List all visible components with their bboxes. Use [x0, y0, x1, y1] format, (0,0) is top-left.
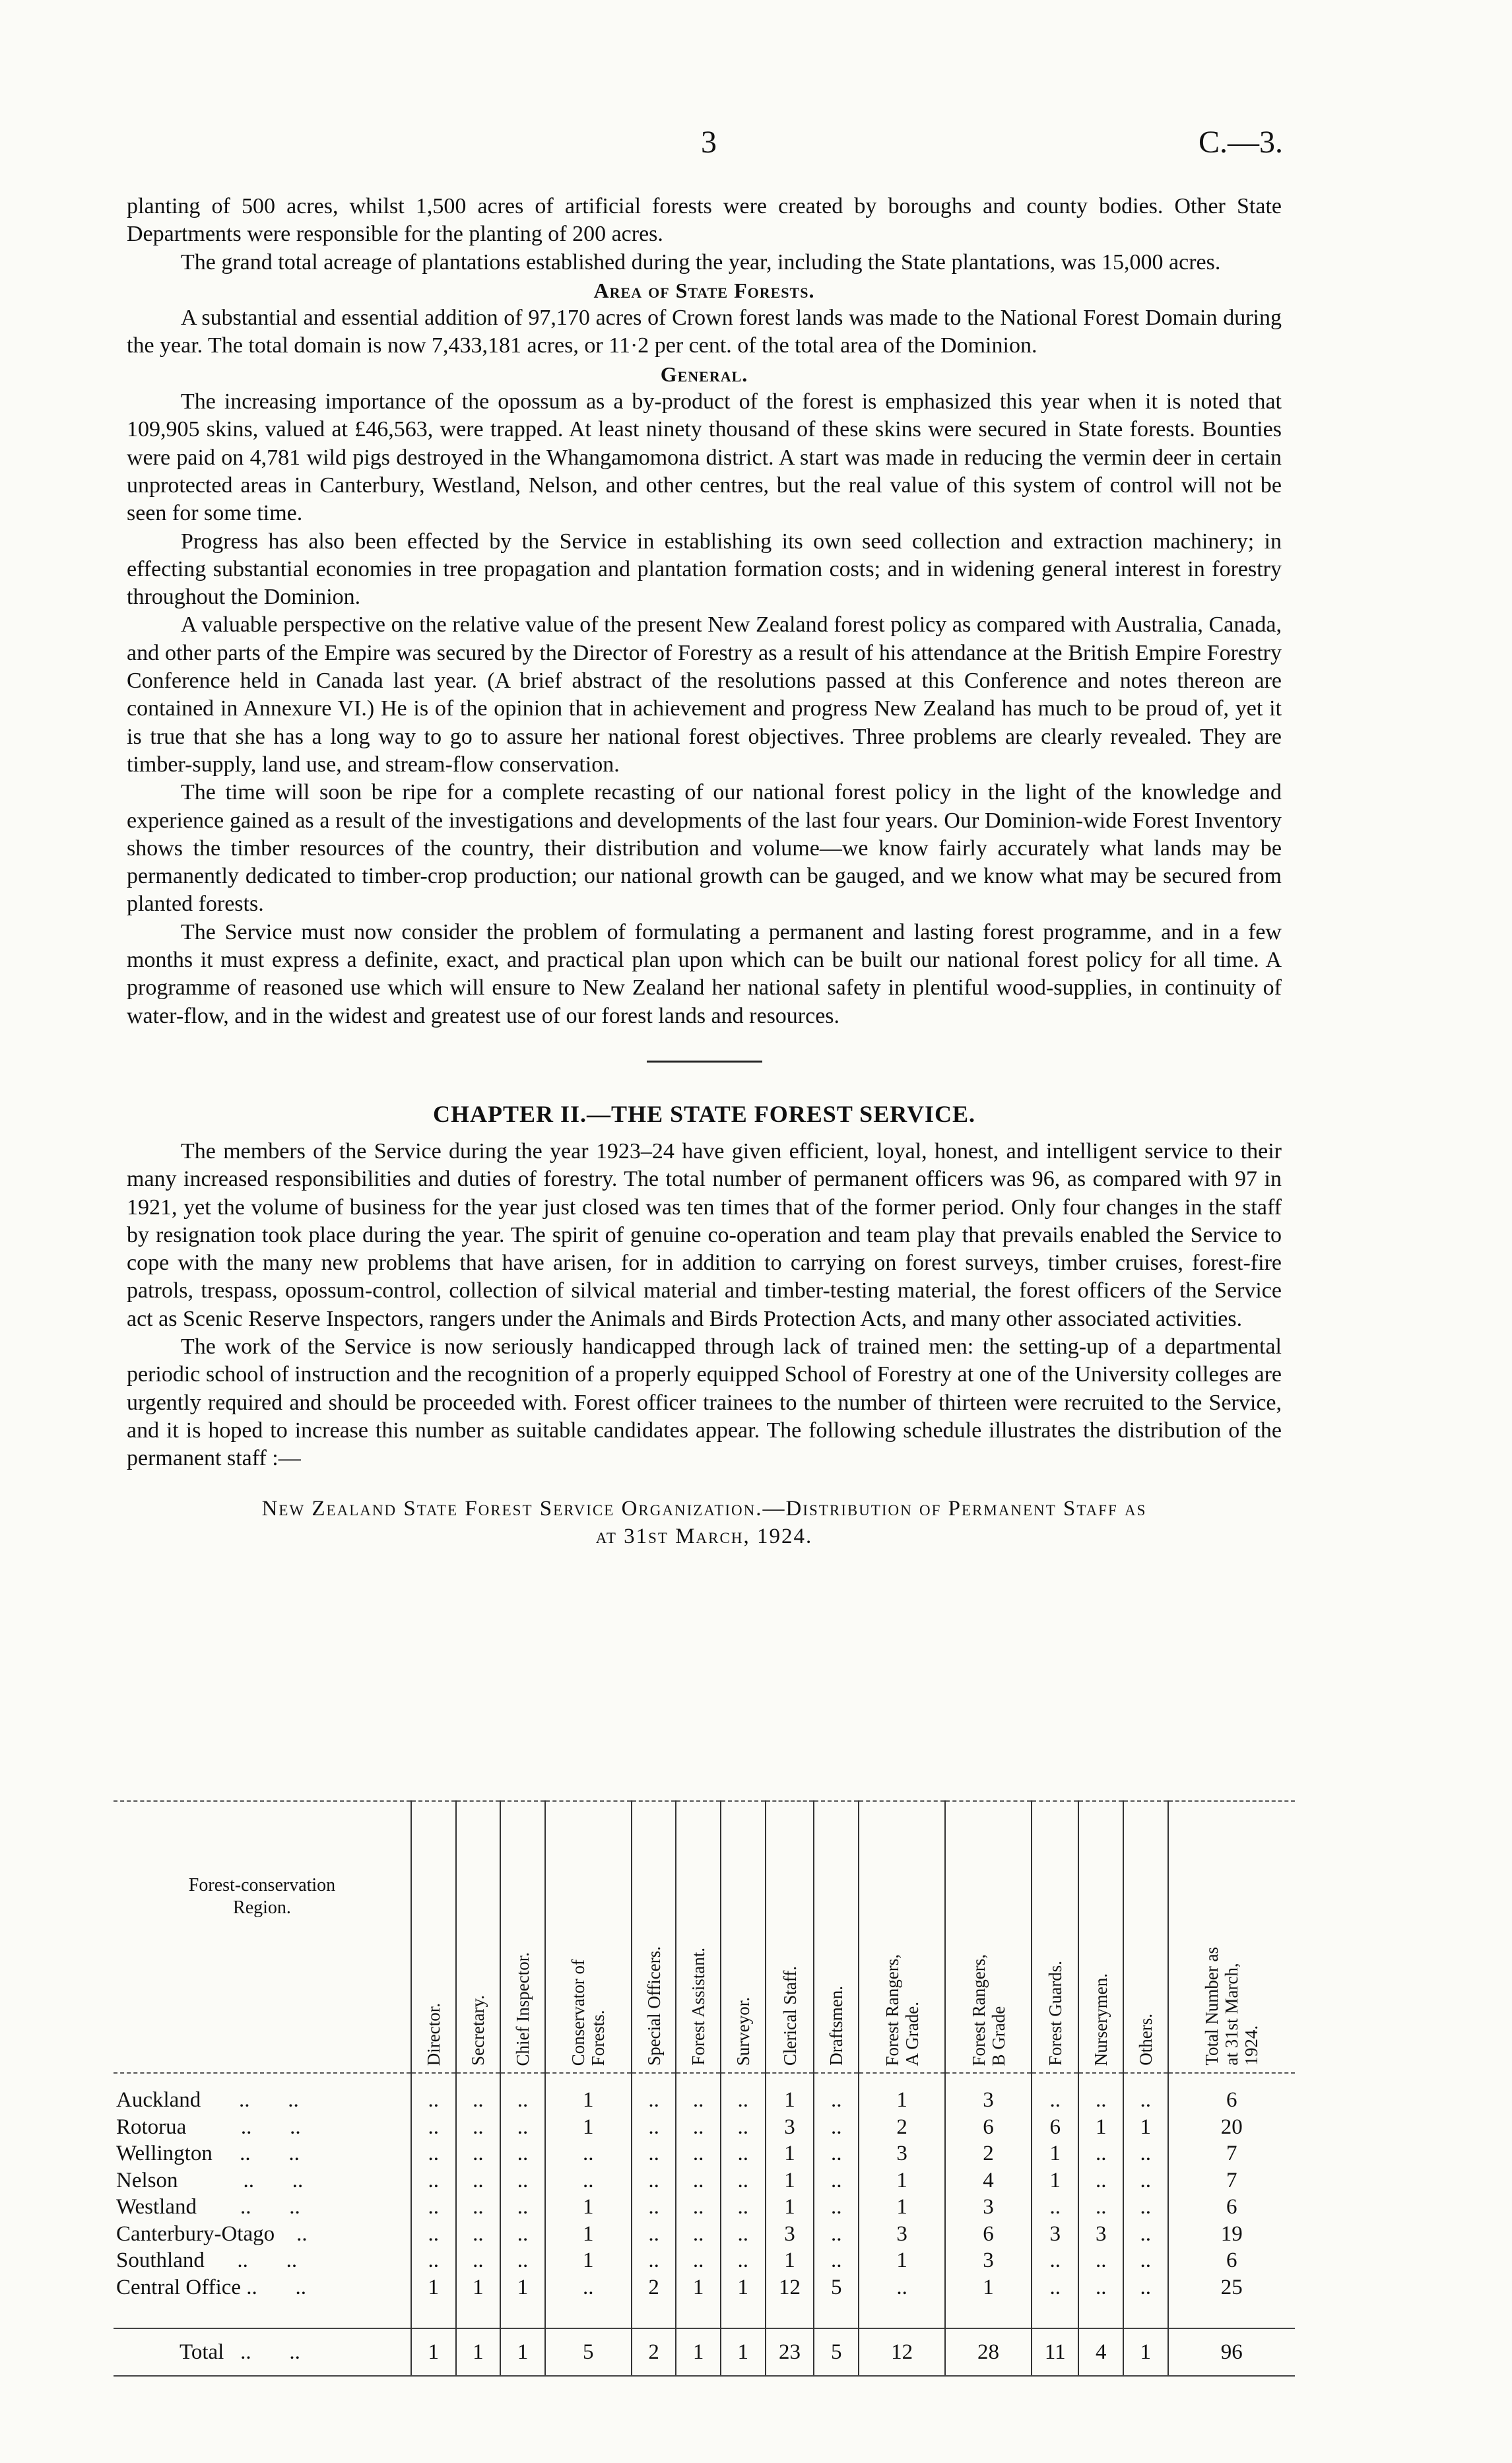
- column-header: [945, 1801, 1032, 2073]
- table-cell: 1: [545, 2194, 632, 2221]
- table-cell: 1: [456, 2328, 501, 2376]
- section-heading-area: Area of State Forests.: [593, 278, 815, 302]
- table-cell: ..: [814, 2073, 859, 2114]
- table-cell: ..: [632, 2167, 676, 2194]
- table-cell: ..: [676, 2114, 721, 2141]
- table-title: [127, 1495, 1282, 1550]
- table-cell: ..: [456, 2140, 501, 2167]
- table-cell: ..: [1123, 2274, 1168, 2301]
- table-cell: ..: [456, 2073, 501, 2114]
- table-header-row: [114, 1801, 1295, 2073]
- table-cell: 3: [766, 2221, 814, 2248]
- table-cell: ..: [632, 2221, 676, 2248]
- spacer-cell: [411, 2301, 456, 2328]
- table-cell: ..: [456, 2247, 501, 2274]
- table-cell: 28: [945, 2328, 1032, 2376]
- table-cell: ..: [1032, 2274, 1078, 2301]
- table-cell: 3: [859, 2140, 945, 2167]
- table-cell: 20: [1168, 2114, 1295, 2141]
- spacer-cell: [859, 2301, 945, 2328]
- table-cell: ..: [500, 2114, 545, 2141]
- table-cell: ..: [1078, 2167, 1123, 2194]
- paragraph: The grand total acreage of plantations established during the year, including the State plantations, was 15,000 acres.: [181, 249, 1221, 275]
- table-row: [114, 2073, 1295, 2114]
- table-cell: ..: [721, 2114, 766, 2141]
- table-cell: 7: [1168, 2140, 1295, 2167]
- region-name: Central Office .. ..: [116, 2275, 307, 2299]
- table-cell: ..: [721, 2073, 766, 2114]
- column-header: [1078, 1801, 1123, 2073]
- column-header: [859, 1801, 945, 2073]
- table-cell: ..: [1032, 2194, 1078, 2221]
- table-cell: ..: [676, 2247, 721, 2274]
- table-cell: ..: [676, 2167, 721, 2194]
- column-header-label: Forest Guards.: [1045, 1961, 1065, 2066]
- column-header-label: Nurserymen.: [1091, 1973, 1111, 2066]
- column-header: [1032, 1801, 1078, 2073]
- table-cell: ..: [814, 2247, 859, 2274]
- table-cell: ..: [411, 2140, 456, 2167]
- table-cell: 1: [676, 2274, 721, 2301]
- table-cell: ..: [1123, 2140, 1168, 2167]
- table-cell: 1: [859, 2167, 945, 2194]
- column-header-label: Conservator of Forests.: [568, 1959, 608, 2066]
- table-cell: 6: [1168, 2247, 1295, 2274]
- column-header-label: Surveyor.: [733, 1996, 753, 2066]
- region-name: Canterbury-Otago ..: [116, 2221, 308, 2246]
- table-cell: ..: [500, 2073, 545, 2114]
- table-cell: 1: [945, 2274, 1032, 2301]
- table-cell: ..: [1078, 2247, 1123, 2274]
- table-cell: ..: [1123, 2194, 1168, 2221]
- table-cell: 3: [945, 2073, 1032, 2114]
- table-cell: ..: [814, 2221, 859, 2248]
- table-cell: ..: [676, 2073, 721, 2114]
- region-name: Auckland .. ..: [116, 2088, 299, 2113]
- table-cell: ..: [545, 2140, 632, 2167]
- column-header: [721, 1801, 766, 2073]
- table-cell: ..: [1123, 2167, 1168, 2194]
- column-header-label: Forest Rangers, B Grade: [968, 1954, 1008, 2066]
- table-row: [114, 2140, 1295, 2167]
- table-cell: ..: [676, 2140, 721, 2167]
- table-cell: ..: [721, 2140, 766, 2167]
- table-cell: 1: [676, 2328, 721, 2376]
- table-cell: ..: [1123, 2247, 1168, 2274]
- spacer-cell: [1123, 2301, 1168, 2328]
- table-cell: 3: [859, 2221, 945, 2248]
- section-divider: [647, 1061, 762, 1063]
- spacer-cell: [814, 2301, 859, 2328]
- column-header-label: Forest Assistant.: [688, 1948, 709, 2066]
- column-header: [1168, 1801, 1295, 2073]
- table-cell: 1: [766, 2247, 814, 2274]
- page-body: [127, 193, 1282, 1550]
- table-cell: ..: [721, 2167, 766, 2194]
- table-cell: 1: [1123, 2114, 1168, 2141]
- column-header-region: [114, 1801, 411, 2073]
- spacer-cell: [1168, 2301, 1295, 2328]
- table-cell: 1: [1032, 2167, 1078, 2194]
- table-total-row: [114, 2328, 1295, 2376]
- table-cell: 5: [814, 2328, 859, 2376]
- column-header: [814, 1801, 859, 2073]
- paragraph: A substantial and essential addition of 97,170 acres of Crown forest lands was made to the National Forest Domain during the year. The total domain is now 7,433,181 acres, or 11·2 per cent. of the total area of the Dominion.: [127, 306, 1282, 358]
- table-cell: ..: [632, 2073, 676, 2114]
- column-header: [500, 1801, 545, 2073]
- table-cell: 1: [545, 2247, 632, 2274]
- table-cell: 3: [1078, 2221, 1123, 2248]
- table-cell: ..: [411, 2073, 456, 2114]
- table-cell: 1: [545, 2073, 632, 2114]
- paragraph: The time will soon be ripe for a complete recasting of our national forest policy in the light of the knowledge and experience gained as a result of the investigations and developments of the last four years. Our Dominion-wide Forest Inventory shows the timber resources of the country, their distribution and volume—we know fairly accurately what lands may be permanently dedicated to timber-crop production; our national growth can be gauged, and we know what may be secured from planted forests.: [127, 780, 1282, 917]
- spacer-cell: [545, 2301, 632, 2328]
- table-row: [114, 2274, 1295, 2301]
- spacer-cell: [1032, 2301, 1078, 2328]
- column-header-label: Forest-conservation Region.: [188, 1875, 336, 1918]
- column-header-label: Forest Rangers, A Grade.: [882, 1954, 922, 2066]
- table-cell: 1: [500, 2328, 545, 2376]
- paragraph: The members of the Service during the year 1923–24 have given efficient, loyal, honest, and intelligent service to their many increased responsibilities and duties of forestry. The total number of permanent officers was 96, as compared with 97 in 1921, yet the volume of business for the year just closed was ten times that of the former period. Only four changes in the staff by resignation took place during the year. The spirit of genuine co-operation and team play that prevails enabled the Service to cope with the many new problems that have arisen, for in addition to carrying on forest surveys, timber cruises, forest-fire patrols, trespass, opossum-control, collection of silvical material and timber-testing material, the forest officers of the Service act as Scenic Reserve Inspectors, rangers under the Animals and Birds Protection Acts, and many other associated activities.: [127, 1138, 1282, 1331]
- page-number: 3: [701, 125, 717, 160]
- table-cell: 1: [411, 2328, 456, 2376]
- table-spacer-row: [114, 2301, 1295, 2328]
- table-cell: 1: [766, 2167, 814, 2194]
- column-header-label: Director.: [423, 2002, 444, 2066]
- spacer-cell: [632, 2301, 676, 2328]
- column-header-label: Clerical Staff.: [779, 1966, 800, 2066]
- column-header: [1123, 1801, 1168, 2073]
- table-cell: ..: [632, 2140, 676, 2167]
- table-cell: 1: [545, 2114, 632, 2141]
- table-cell: ..: [814, 2167, 859, 2194]
- column-header: [632, 1801, 676, 2073]
- table-cell: 1: [1078, 2114, 1123, 2141]
- table-cell: ..: [632, 2247, 676, 2274]
- table-cell: 1: [1123, 2328, 1168, 2376]
- table-cell: ..: [632, 2194, 676, 2221]
- table-cell: ..: [632, 2114, 676, 2141]
- table-cell: 1: [456, 2274, 501, 2301]
- spacer-cell: [721, 2301, 766, 2328]
- paragraph: The increasing importance of the opossum as a by-product of the forest is emphasized this year when it is noted that 109,905 skins, valued at £46,563, were trapped. At least ninety thousand of these skins were secured in State forests. Bounties were paid on 4,781 wild pigs destroyed in the Whangamomona district. A start was made in reducing the vermin deer in certain unprotected areas in Canterbury, Westland, Nelson, and other centres, but the real value of this system of control will not be seen for some time.: [127, 389, 1282, 526]
- table-cell: ..: [456, 2114, 501, 2141]
- document-reference: C.—3.: [1199, 125, 1284, 160]
- table-cell: ..: [411, 2194, 456, 2221]
- table-cell: ..: [545, 2167, 632, 2194]
- column-header-label: Secretary.: [468, 1995, 488, 2066]
- staff-distribution-table: [114, 1800, 1295, 2377]
- spacer-cell: [766, 2301, 814, 2328]
- table-cell: ..: [721, 2221, 766, 2248]
- table-cell: ..: [500, 2247, 545, 2274]
- column-header-label: Total Number as at 31st March, 1924.: [1202, 1947, 1262, 2066]
- paragraph: A valuable perspective on the relative value of the present New Zealand forest policy as compared with Australia, Canada, and other parts of the Empire was secured by the Director of Forestry as a result of his attendance at the British Empire Forestry Conference held in Canada last year. (A brief abstract of the resolutions passed at this Conference and notes thereon are contained in Annexure VI.) He is of the opinion that in achievement and progress New Zealand has much to be proud of, yet it is true that she has a long way to go to assure her national forest objectives. Three problems are clearly revealed. They are timber-supply, land use, and stream-flow conservation.: [127, 612, 1282, 777]
- table-row: [114, 2114, 1295, 2141]
- region-name: Westland .. ..: [116, 2195, 300, 2219]
- column-header: [456, 1801, 501, 2073]
- table-cell: ..: [1123, 2221, 1168, 2248]
- region-name: Nelson .. ..: [116, 2168, 304, 2192]
- table-cell: 6: [1168, 2073, 1295, 2114]
- region-name: Southland .. ..: [116, 2249, 298, 2273]
- table-cell: 1: [766, 2140, 814, 2167]
- table-cell: 6: [945, 2114, 1032, 2141]
- table-row: [114, 2221, 1295, 2248]
- table-row: [114, 2194, 1295, 2221]
- table-cell: ..: [676, 2194, 721, 2221]
- table-cell: 23: [766, 2328, 814, 2376]
- table-cell: 1: [545, 2221, 632, 2248]
- table-cell: ..: [814, 2114, 859, 2141]
- table-cell: ..: [676, 2221, 721, 2248]
- table-cell: 3: [945, 2247, 1032, 2274]
- region-name: Rotorua .. ..: [116, 2115, 301, 2139]
- table-cell: ..: [456, 2167, 501, 2194]
- column-header: [545, 1801, 632, 2073]
- table-cell: 1: [766, 2194, 814, 2221]
- table-cell: 1: [721, 2274, 766, 2301]
- table-cell: 96: [1168, 2328, 1295, 2376]
- table-cell: ..: [1032, 2073, 1078, 2114]
- table-cell: 1: [500, 2274, 545, 2301]
- table-cell: 6: [945, 2221, 1032, 2248]
- column-header-label: Chief Inspector.: [512, 1952, 533, 2066]
- spacer-cell: [1078, 2301, 1123, 2328]
- table-cell: 3: [945, 2194, 1032, 2221]
- table-cell: ..: [500, 2167, 545, 2194]
- table-cell: 3: [766, 2114, 814, 2141]
- chapter-title: CHAPTER II.—THE STATE FOREST SERVICE.: [433, 1100, 975, 1127]
- column-header: [411, 1801, 456, 2073]
- table-cell: 3: [1032, 2221, 1078, 2248]
- table-cell: ..: [411, 2221, 456, 2248]
- column-header-label: Others.: [1135, 2014, 1156, 2066]
- table-cell: 1: [859, 2194, 945, 2221]
- paragraph: The work of the Service is now seriously handicapped through lack of trained men: the setting-up of a departmental periodic school of instruction and the recognition of a properly equipped School of Forestry at one of the University colleges are urgently required and should be proceeded with. Forest officer trainees to the number of thirteen were recruited to the Service, and it is hoped to increase this number as suitable candidates appear. The following schedule illustrates the distribution of the permanent staff :—: [127, 1334, 1282, 1471]
- table-cell: ..: [500, 2194, 545, 2221]
- table-cell: 4: [1078, 2328, 1123, 2376]
- table-row: [114, 2247, 1295, 2274]
- table-cell: 1: [411, 2274, 456, 2301]
- spacer-cell: [456, 2301, 501, 2328]
- total-label: Total .. ..: [114, 2328, 411, 2376]
- column-header: [766, 1801, 814, 2073]
- table-cell: ..: [545, 2274, 632, 2301]
- spacer-cell: [945, 2301, 1032, 2328]
- table-cell: 1: [859, 2247, 945, 2274]
- table-body: [114, 2073, 1295, 2376]
- table-cell: ..: [456, 2221, 501, 2248]
- region-name: Wellington .. ..: [116, 2142, 300, 2166]
- section-heading-general: General.: [660, 362, 748, 386]
- table-cell: ..: [1123, 2073, 1168, 2114]
- table-cell: 7: [1168, 2167, 1295, 2194]
- table-row: [114, 2167, 1295, 2194]
- spacer-cell: [114, 2301, 411, 2328]
- table-cell: 1: [721, 2328, 766, 2376]
- spacer-cell: [500, 2301, 545, 2328]
- table-cell: 1: [766, 2073, 814, 2114]
- table-cell: 2: [945, 2140, 1032, 2167]
- table-cell: ..: [1078, 2140, 1123, 2167]
- table-cell: 6: [1168, 2194, 1295, 2221]
- table-cell: ..: [814, 2140, 859, 2167]
- table-cell: 1: [859, 2073, 945, 2114]
- table-title-line: at 31st March, 1924.: [595, 1525, 813, 1549]
- table-cell: ..: [721, 2247, 766, 2274]
- table-cell: ..: [814, 2194, 859, 2221]
- table-cell: ..: [721, 2194, 766, 2221]
- table-cell: ..: [411, 2167, 456, 2194]
- table-cell: 6: [1032, 2114, 1078, 2141]
- spacer-cell: [676, 2301, 721, 2328]
- table-cell: 2: [632, 2328, 676, 2376]
- table-cell: 5: [814, 2274, 859, 2301]
- table-cell: 12: [859, 2328, 945, 2376]
- table-cell: ..: [500, 2221, 545, 2248]
- paragraph: Progress has also been effected by the Service in establishing its own seed collection and extraction machinery; in effecting substantial economies in tree propagation and plantation formation costs; and in widening general interest in forestry throughout the Dominion.: [127, 529, 1282, 610]
- table-cell: 25: [1168, 2274, 1295, 2301]
- table-cell: 5: [545, 2328, 632, 2376]
- table-cell: 4: [945, 2167, 1032, 2194]
- table-cell: ..: [411, 2247, 456, 2274]
- column-header: [676, 1801, 721, 2073]
- table-cell: ..: [1078, 2073, 1123, 2114]
- table-cell: ..: [500, 2140, 545, 2167]
- table-cell: 12: [766, 2274, 814, 2301]
- table-cell: ..: [1032, 2247, 1078, 2274]
- column-header-label: Draftsmen.: [826, 1986, 847, 2066]
- table-cell: 1: [1032, 2140, 1078, 2167]
- table-cell: ..: [456, 2194, 501, 2221]
- table-cell: 2: [632, 2274, 676, 2301]
- column-header-label: Special Officers.: [643, 1946, 664, 2066]
- table-cell: ..: [1078, 2194, 1123, 2221]
- paragraph: planting of 500 acres, whilst 1,500 acres of artificial forests were created by boroughs and county bodies. Other State Departments were responsible for the planting of 200 acres.: [127, 194, 1282, 247]
- table-title-line: New Zealand State Forest Service Organization.—Distribution of Permanent Staff as: [261, 1497, 1147, 1521]
- table-cell: ..: [411, 2114, 456, 2141]
- table-cell: 2: [859, 2114, 945, 2141]
- table-cell: 11: [1032, 2328, 1078, 2376]
- table-cell: ..: [1078, 2274, 1123, 2301]
- paragraph: The Service must now consider the problem of formulating a permanent and lasting forest programme, and in a few months it must express a definite, exact, and practical plan upon which can be built our national forest policy for all time. A programme of reasoned use which will ensure to New Zealand her national safety in plentiful wood-supplies, in continuity of water-flow, and in the widest and greatest use of our forest lands and resources.: [127, 919, 1282, 1028]
- table-cell: ..: [859, 2274, 945, 2301]
- table-cell: 19: [1168, 2221, 1295, 2248]
